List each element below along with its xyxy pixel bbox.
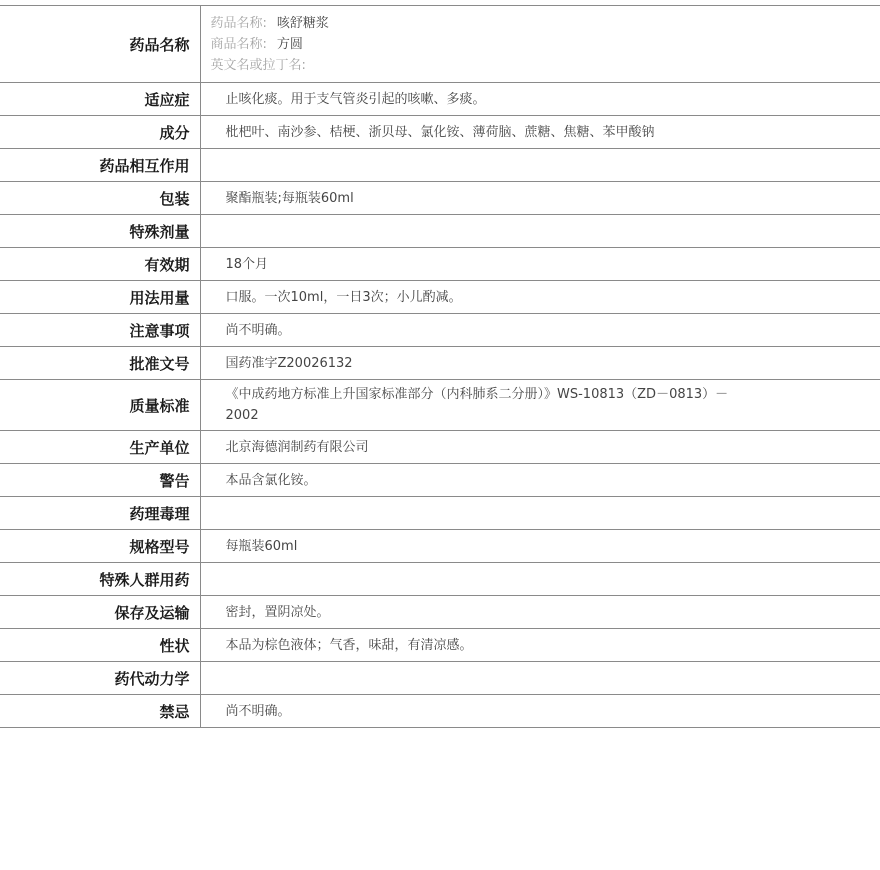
row-label: 特殊人群用药	[0, 563, 200, 596]
row-label: 药品名称	[0, 6, 200, 83]
row-value	[200, 215, 880, 248]
row-value-text: 每瓶装60ml	[225, 538, 298, 554]
row-label: 适应症	[0, 83, 200, 116]
table-row-precautions	[0, 314, 880, 347]
row-value-text: 本品为棕色液体；气香，味甜，有清凉感。	[225, 637, 473, 653]
row-value	[200, 497, 880, 530]
table-row-special-populations	[0, 563, 880, 596]
trade-name-value: 方圆	[276, 36, 303, 52]
row-value-text: 枇杷叶、南沙参、桔梗、浙贝母、氯化铵、薄荷脑、蔗糖、焦糖、苯甲酸钠	[225, 124, 655, 140]
row-label: 性状	[0, 629, 200, 662]
table-row-description	[0, 629, 880, 662]
row-label: 生产单位	[0, 431, 200, 464]
table-row-storage	[0, 596, 880, 629]
table-row-warning	[0, 464, 880, 497]
table-row-dosage	[0, 281, 880, 314]
row-label: 药品相互作用	[0, 149, 200, 182]
row-value	[200, 149, 880, 182]
row-value	[200, 182, 880, 215]
row-value	[200, 83, 880, 116]
row-label: 质量标准	[0, 380, 200, 431]
row-label: 保存及运输	[0, 596, 200, 629]
row-label: 药代动力学	[0, 662, 200, 695]
row-value	[200, 464, 880, 497]
table-row-ingredients	[0, 116, 880, 149]
row-value	[200, 662, 880, 695]
row-label: 批准文号	[0, 347, 200, 380]
row-value	[200, 530, 880, 563]
row-label: 包装	[0, 182, 200, 215]
generic-name-value: 咳舒糖浆	[276, 15, 329, 31]
latin-name-key: 英文名或拉丁名:	[210, 57, 306, 73]
row-value	[200, 596, 880, 629]
row-label: 有效期	[0, 248, 200, 281]
row-label: 禁忌	[0, 695, 200, 728]
table-row-manufacturer	[0, 431, 880, 464]
row-value-text: 聚酯瓶装;每瓶装60ml	[225, 190, 354, 206]
table-row-shelf-life	[0, 248, 880, 281]
row-value-text: 北京海德润制药有限公司	[225, 439, 369, 455]
row-value-text: 18个月	[225, 256, 269, 272]
row-value	[200, 248, 880, 281]
row-value	[200, 116, 880, 149]
row-value-text: 止咳化痰。用于支气管炎引起的咳嗽、多痰。	[225, 91, 486, 107]
table-row-approval-number	[0, 347, 880, 380]
table-row-drug-name	[0, 6, 880, 83]
table-row-pharmacokinetics	[0, 662, 880, 695]
row-value	[200, 629, 880, 662]
generic-name-key: 药品名称:	[210, 15, 267, 31]
table-row-indications	[0, 83, 880, 116]
table-row-interactions	[0, 149, 880, 182]
table-row-pharmacology	[0, 497, 880, 530]
row-label: 特殊剂量	[0, 215, 200, 248]
trade-name-line	[211, 34, 880, 55]
row-label: 药理毒理	[0, 497, 200, 530]
row-value	[200, 431, 880, 464]
row-value	[200, 314, 880, 347]
row-value-text: 本品含氯化铵。	[225, 472, 317, 488]
row-value	[200, 281, 880, 314]
table-row-packaging	[0, 182, 880, 215]
row-value-text: 《中成药地方标准上升国家标准部分（内科肺系二分册）》WS-10813（ZD－0813）－2002	[225, 387, 729, 423]
trade-name-key: 商品名称:	[210, 36, 267, 52]
table-row-quality-standard	[0, 380, 880, 431]
drug-info-table	[0, 5, 880, 728]
row-value-text: 国药准字Z20026132	[225, 355, 353, 371]
row-label: 规格型号	[0, 530, 200, 563]
drug-names-cell	[200, 6, 880, 83]
table-row-specification	[0, 530, 880, 563]
row-label: 用法用量	[0, 281, 200, 314]
row-label: 警告	[0, 464, 200, 497]
table-row-contraindications	[0, 695, 880, 728]
row-value-text: 密封，置阴凉处。	[225, 604, 330, 620]
row-value-text: 尚不明确。	[225, 322, 291, 338]
row-value	[200, 563, 880, 596]
latin-name-line	[211, 55, 880, 76]
row-value-text: 尚不明确。	[225, 703, 291, 719]
row-value	[200, 695, 880, 728]
row-value	[200, 347, 880, 380]
row-label: 注意事项	[0, 314, 200, 347]
row-label: 成分	[0, 116, 200, 149]
row-value	[200, 380, 880, 431]
generic-name-line	[211, 13, 880, 34]
row-value-text: 口服。一次10ml，一日3次；小儿酌减。	[225, 289, 462, 305]
table-row-special-dosage	[0, 215, 880, 248]
